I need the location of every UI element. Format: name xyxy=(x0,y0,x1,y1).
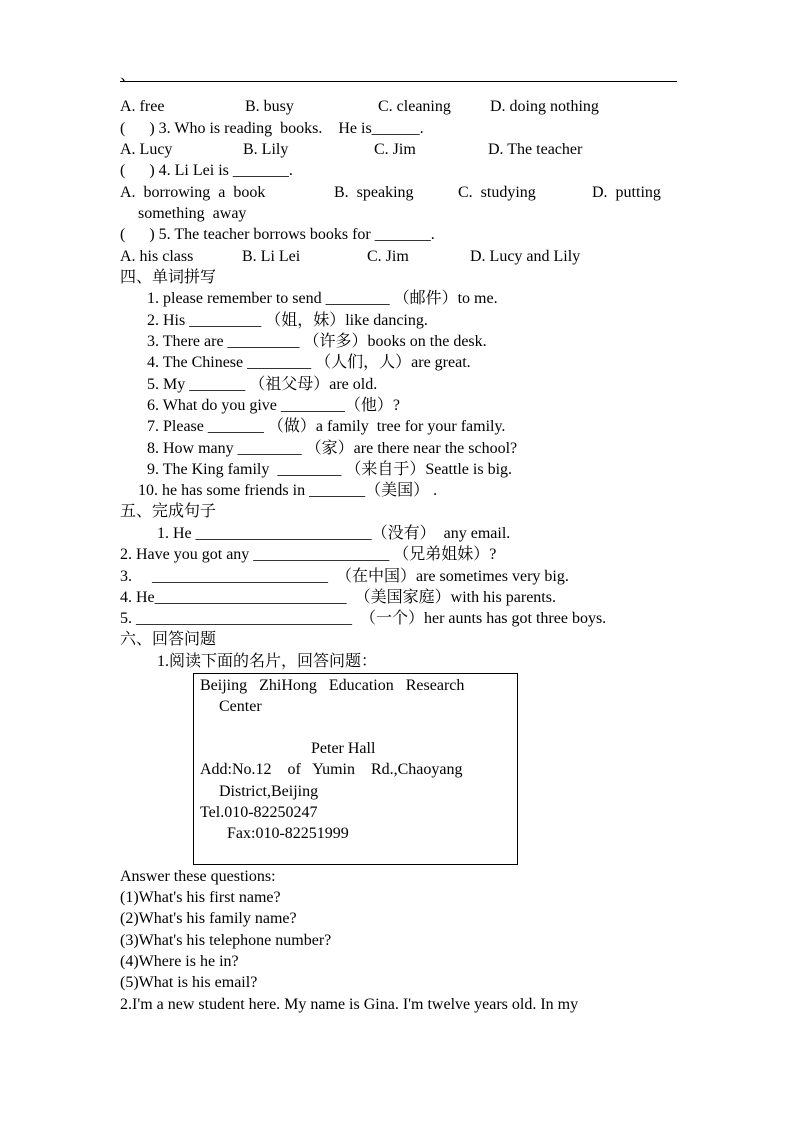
card-organization: Beijing ZhiHong Education Research xyxy=(200,677,465,694)
section-6-title: 六、回答问题 xyxy=(120,631,217,648)
option-a: A. Lucy xyxy=(120,141,173,158)
spelling-item: 6. What do you give ________（他）? xyxy=(147,397,401,414)
spelling-item: 4. The Chinese ________ （人们，人）are great. xyxy=(147,354,471,371)
question-item: (2)What's his family name? xyxy=(120,910,297,927)
section-5-title: 五、完成句子 xyxy=(120,503,217,520)
option-b: B. Li Lei xyxy=(242,248,301,265)
questions-heading: Answer these questions: xyxy=(120,868,276,885)
sentence-item: 1. He ______________________（没有） any email. xyxy=(157,525,511,542)
option-d-continued: something away xyxy=(138,205,247,222)
card-address-cont: District,Beijing xyxy=(219,783,319,800)
sentence-item: 4. He________________________ （美国家庭）with his parents. xyxy=(120,589,556,606)
option-c: C. Jim xyxy=(374,141,416,158)
q5-options xyxy=(120,247,676,267)
spelling-item: 10. he has some friends in _______（美国） . xyxy=(138,482,438,499)
question-item: (4)Where is he in? xyxy=(120,953,239,970)
card-telephone: Tel.010-82250247 xyxy=(200,804,318,821)
corner-mark: 、 xyxy=(120,67,137,84)
option-a: A. free xyxy=(120,98,165,115)
question-3: ( ) 3. Who is reading books. He is______. xyxy=(120,120,424,137)
section-4-title: 四、单词拼写 xyxy=(120,269,217,286)
option-d: D. The teacher xyxy=(488,141,583,158)
question-item: (1)What's his first name? xyxy=(120,889,281,906)
option-b: B. Lily xyxy=(243,141,289,158)
option-b: B. speaking xyxy=(334,184,414,201)
spelling-item: 3. There are _________ （许多）books on the desk. xyxy=(147,333,487,350)
question-4: ( ) 4. Li Lei is _______. xyxy=(120,162,293,179)
option-c: C. cleaning xyxy=(378,98,451,115)
sentence-item: 5. ___________________________ （一个）her aunts has got three boys. xyxy=(120,610,607,627)
spelling-item: 9. The King family ________ （来自于）Seattle is big. xyxy=(147,461,513,478)
option-b: B. busy xyxy=(245,98,294,115)
spelling-item: 7. Please _______ （做）a family tree for your family. xyxy=(147,418,506,435)
option-d: D. doing nothing xyxy=(490,98,599,115)
question-item: (3)What's his telephone number? xyxy=(120,932,332,949)
spelling-item: 5. My _______ （祖父母）are old. xyxy=(147,376,378,393)
spelling-item: 1. please remember to send ________ （邮件）to me. xyxy=(147,290,498,307)
reading-instruction: 1.阅读下面的名片，回答问题： xyxy=(157,653,378,670)
question-item: (5)What is his email? xyxy=(120,974,258,991)
option-c: C. Jim xyxy=(367,248,409,265)
header-rule xyxy=(120,81,677,82)
option-d: D. Lucy and Lily xyxy=(470,248,581,265)
card-fax: Fax:010-82251999 xyxy=(227,825,349,842)
q2-options xyxy=(120,97,676,117)
option-c: C. studying xyxy=(458,184,536,201)
option-d: D. putting xyxy=(592,184,661,201)
sentence-item: 3. ______________________ （在中国）are sometimes very big. xyxy=(120,568,569,585)
option-a: A. his class xyxy=(120,248,194,265)
card-name: Peter Hall xyxy=(311,740,376,757)
sentence-item: 2. Have you got any _________________ （兄弟姐妹）? xyxy=(120,546,497,563)
spelling-item: 8. How many ________ （家）are there near the school? xyxy=(147,440,518,457)
option-a: A. borrowing a book xyxy=(120,184,266,201)
reading-passage: 2.I'm a new student here. My name is Gina. I'm twelve years old. In my xyxy=(120,996,579,1013)
question-5: ( ) 5. The teacher borrows books for _______. xyxy=(120,226,435,243)
q4-options xyxy=(120,183,676,203)
card-address: Add:No.12 of Yumin Rd.,Chaoyang xyxy=(200,761,463,778)
q3-options xyxy=(120,140,676,160)
spelling-item: 2. His _________ （姐，妹）like dancing. xyxy=(147,312,428,329)
card-organization-cont: Center xyxy=(219,698,262,715)
business-card xyxy=(193,673,518,865)
